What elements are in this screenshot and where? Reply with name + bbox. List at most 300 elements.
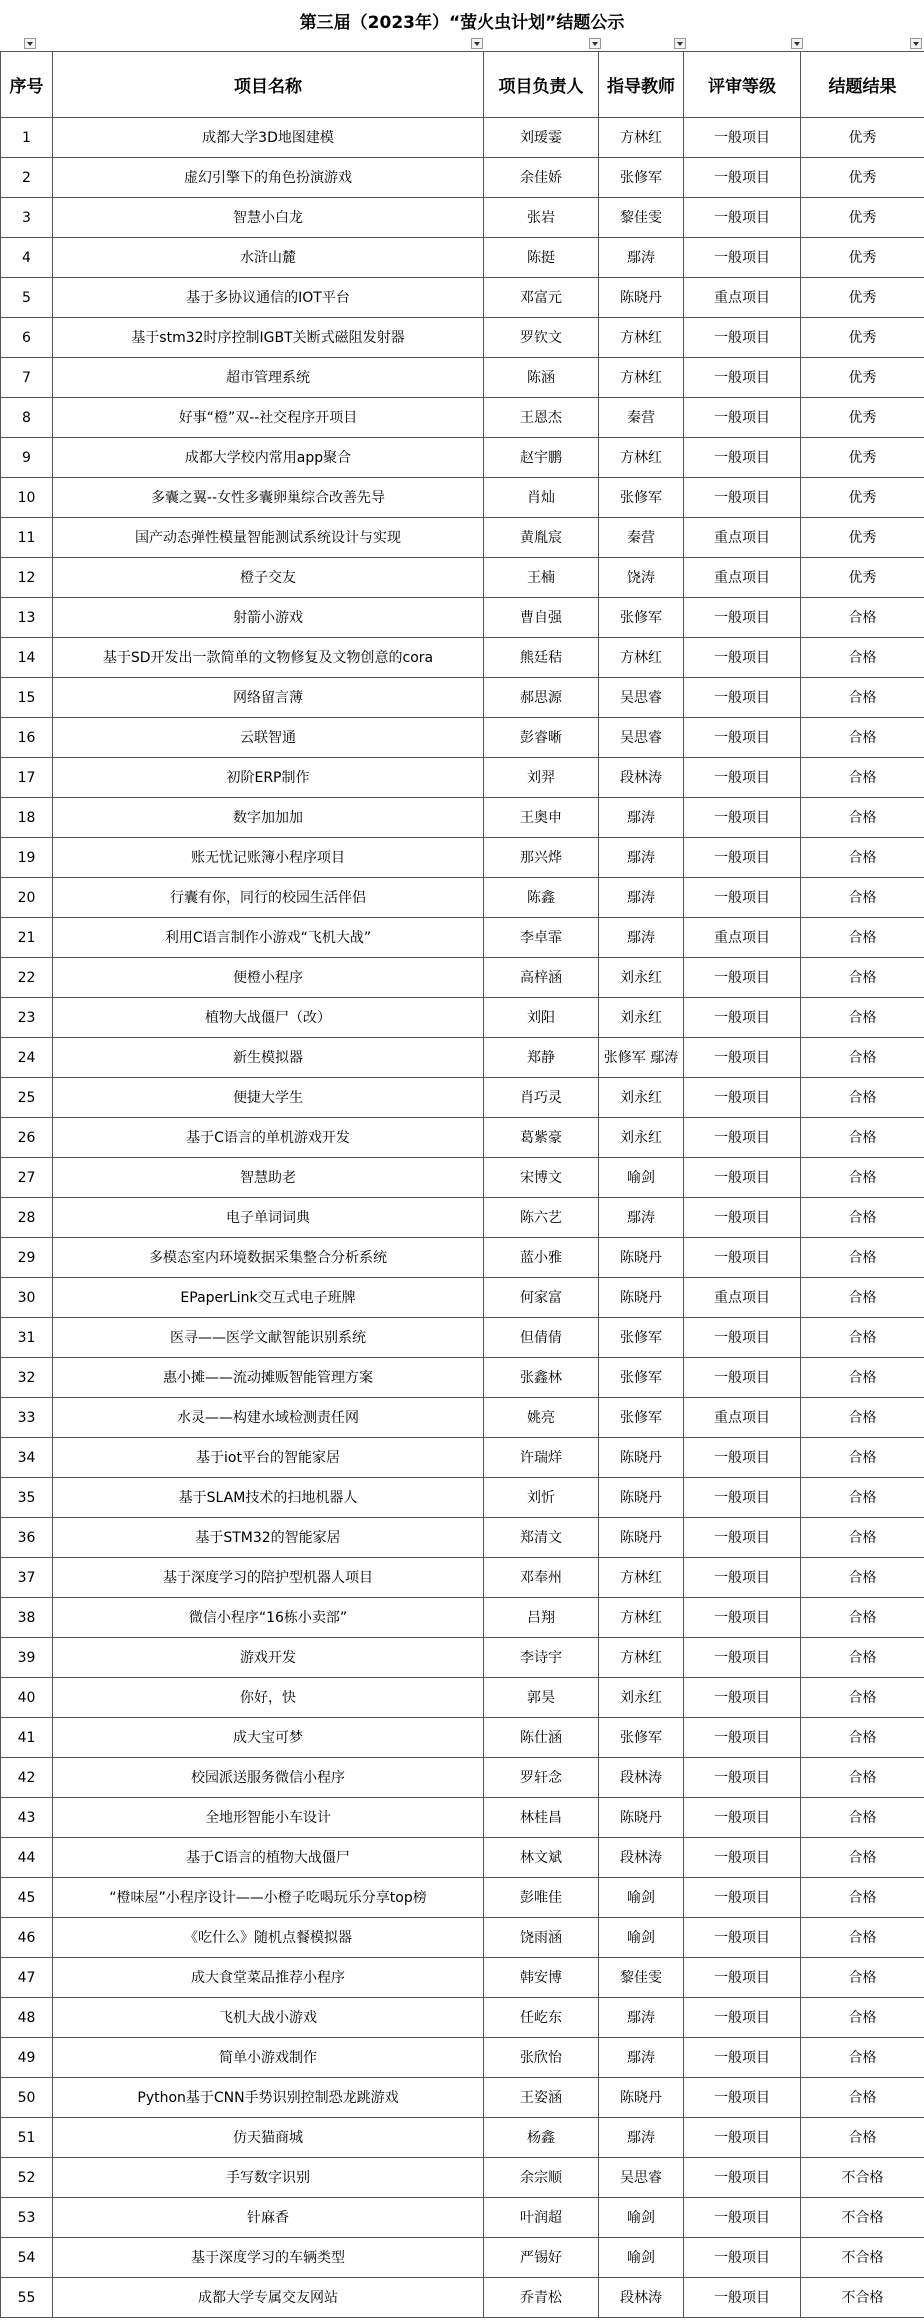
cell-leader[interactable]: 饶雨涵 xyxy=(484,1918,599,1958)
cell-result[interactable]: 合格 xyxy=(801,1198,924,1238)
cell-review-level[interactable]: 一般项目 xyxy=(684,1638,801,1678)
cell-index[interactable]: 30 xyxy=(1,1278,53,1318)
cell-review-level[interactable]: 一般项目 xyxy=(684,998,801,1038)
cell-project-name[interactable]: 利用C语言制作小游戏“飞机大战” xyxy=(53,918,484,958)
cell-result[interactable]: 合格 xyxy=(801,1798,924,1838)
cell-index[interactable]: 54 xyxy=(1,2238,53,2278)
cell-leader[interactable]: 王楠 xyxy=(484,558,599,598)
cell-advisor[interactable]: 张修军 鄢涛 xyxy=(599,1038,684,1078)
cell-result[interactable]: 合格 xyxy=(801,718,924,758)
cell-result[interactable]: 合格 xyxy=(801,1758,924,1798)
cell-index[interactable]: 52 xyxy=(1,2158,53,2198)
cell-leader[interactable]: 陈涵 xyxy=(484,358,599,398)
cell-project-name[interactable]: 成都大学专属交友网站 xyxy=(53,2278,484,2318)
cell-project-name[interactable]: 水灵——构建水域检测责任网 xyxy=(53,1398,484,1438)
cell-review-level[interactable]: 一般项目 xyxy=(684,838,801,878)
cell-leader[interactable]: 但倩倩 xyxy=(484,1318,599,1358)
cell-review-level[interactable]: 一般项目 xyxy=(684,2238,801,2278)
cell-leader[interactable]: 余宗顺 xyxy=(484,2158,599,2198)
cell-index[interactable]: 31 xyxy=(1,1318,53,1358)
cell-result[interactable]: 优秀 xyxy=(801,118,924,158)
cell-result[interactable]: 合格 xyxy=(801,1958,924,1998)
cell-result[interactable]: 合格 xyxy=(801,1038,924,1078)
cell-project-name[interactable]: 基于多协议通信的IOT平台 xyxy=(53,278,484,318)
cell-project-name[interactable]: 超市管理系统 xyxy=(53,358,484,398)
cell-index[interactable]: 48 xyxy=(1,1998,53,2038)
cell-project-name[interactable]: 手写数字识别 xyxy=(53,2158,484,2198)
cell-advisor[interactable]: 方林红 xyxy=(599,1638,684,1678)
cell-result[interactable]: 优秀 xyxy=(801,358,924,398)
cell-result[interactable]: 合格 xyxy=(801,758,924,798)
cell-advisor[interactable]: 陈晓丹 xyxy=(599,1238,684,1278)
cell-advisor[interactable]: 张修军 xyxy=(599,158,684,198)
cell-index[interactable]: 15 xyxy=(1,678,53,718)
cell-result[interactable]: 合格 xyxy=(801,2038,924,2078)
cell-project-name[interactable]: 便橙小程序 xyxy=(53,958,484,998)
cell-review-level[interactable]: 一般项目 xyxy=(684,718,801,758)
cell-leader[interactable]: 叶润超 xyxy=(484,2198,599,2238)
col-header-leader[interactable]: 项目负责人 xyxy=(484,52,599,118)
cell-project-name[interactable]: 成大食堂菜品推荐小程序 xyxy=(53,1958,484,1998)
cell-index[interactable]: 40 xyxy=(1,1678,53,1718)
cell-index[interactable]: 36 xyxy=(1,1518,53,1558)
cell-index[interactable]: 4 xyxy=(1,238,53,278)
cell-project-name[interactable]: 射箭小游戏 xyxy=(53,598,484,638)
cell-leader[interactable]: 张岩 xyxy=(484,198,599,238)
cell-index[interactable]: 10 xyxy=(1,478,53,518)
cell-index[interactable]: 55 xyxy=(1,2278,53,2318)
cell-project-name[interactable]: 基于iot平台的智能家居 xyxy=(53,1438,484,1478)
cell-index[interactable]: 39 xyxy=(1,1638,53,1678)
cell-project-name[interactable]: 好事“橙”双--社交程序开项目 xyxy=(53,398,484,438)
cell-index[interactable]: 41 xyxy=(1,1718,53,1758)
cell-project-name[interactable]: 成都大学3D地图建模 xyxy=(53,118,484,158)
cell-review-level[interactable]: 一般项目 xyxy=(684,1958,801,1998)
cell-review-level[interactable]: 一般项目 xyxy=(684,2278,801,2318)
cell-index[interactable]: 7 xyxy=(1,358,53,398)
cell-project-name[interactable]: 微信小程序“16栋小卖部” xyxy=(53,1598,484,1638)
cell-index[interactable]: 21 xyxy=(1,918,53,958)
cell-review-level[interactable]: 一般项目 xyxy=(684,1998,801,2038)
cell-project-name[interactable]: 便捷大学生 xyxy=(53,1078,484,1118)
cell-leader[interactable]: 曹自强 xyxy=(484,598,599,638)
cell-leader[interactable]: 刘羿 xyxy=(484,758,599,798)
cell-result[interactable]: 合格 xyxy=(801,1918,924,1958)
cell-advisor[interactable]: 方林红 xyxy=(599,118,684,158)
cell-review-level[interactable]: 一般项目 xyxy=(684,1798,801,1838)
cell-leader[interactable]: 黄胤宸 xyxy=(484,518,599,558)
cell-leader[interactable]: 肖巧灵 xyxy=(484,1078,599,1118)
cell-review-level[interactable]: 一般项目 xyxy=(684,1478,801,1518)
cell-project-name[interactable]: 植物大战僵尸（改） xyxy=(53,998,484,1038)
cell-review-level[interactable]: 重点项目 xyxy=(684,278,801,318)
cell-index[interactable]: 50 xyxy=(1,2078,53,2118)
cell-index[interactable]: 53 xyxy=(1,2198,53,2238)
cell-index[interactable]: 17 xyxy=(1,758,53,798)
cell-leader[interactable]: 郭昊 xyxy=(484,1678,599,1718)
cell-leader[interactable]: 吕翔 xyxy=(484,1598,599,1638)
cell-project-name[interactable]: 你好，快 xyxy=(53,1678,484,1718)
col-header-review-level[interactable]: 评审等级 xyxy=(684,52,801,118)
cell-leader[interactable]: 王奥申 xyxy=(484,798,599,838)
cell-result[interactable]: 合格 xyxy=(801,1398,924,1438)
cell-index[interactable]: 9 xyxy=(1,438,53,478)
cell-review-level[interactable]: 一般项目 xyxy=(684,1318,801,1358)
cell-advisor[interactable]: 方林红 xyxy=(599,1598,684,1638)
cell-leader[interactable]: 陈挺 xyxy=(484,238,599,278)
cell-project-name[interactable]: 针麻香 xyxy=(53,2198,484,2238)
cell-leader[interactable]: 罗钦文 xyxy=(484,318,599,358)
cell-leader[interactable]: 刘阳 xyxy=(484,998,599,1038)
cell-project-name[interactable]: 基于SD开发出一款简单的文物修复及文物创意的cora xyxy=(53,638,484,678)
cell-leader[interactable]: 姚亮 xyxy=(484,1398,599,1438)
cell-leader[interactable]: 严锡好 xyxy=(484,2238,599,2278)
cell-leader[interactable]: 陈仕涵 xyxy=(484,1718,599,1758)
cell-result[interactable]: 合格 xyxy=(801,1158,924,1198)
cell-index[interactable]: 20 xyxy=(1,878,53,918)
cell-leader[interactable]: 林文斌 xyxy=(484,1838,599,1878)
cell-project-name[interactable]: 惠小摊——流动摊贩智能管理方案 xyxy=(53,1358,484,1398)
cell-advisor[interactable]: 刘永红 xyxy=(599,1678,684,1718)
cell-leader[interactable]: 林桂昌 xyxy=(484,1798,599,1838)
cell-advisor[interactable]: 段林涛 xyxy=(599,758,684,798)
cell-index[interactable]: 5 xyxy=(1,278,53,318)
cell-result[interactable]: 合格 xyxy=(801,1238,924,1278)
cell-project-name[interactable]: 飞机大战小游戏 xyxy=(53,1998,484,2038)
cell-result[interactable]: 优秀 xyxy=(801,398,924,438)
cell-result[interactable]: 合格 xyxy=(801,1998,924,2038)
cell-index[interactable]: 43 xyxy=(1,1798,53,1838)
cell-review-level[interactable]: 一般项目 xyxy=(684,1918,801,1958)
cell-result[interactable]: 合格 xyxy=(801,1518,924,1558)
cell-advisor[interactable]: 方林红 xyxy=(599,318,684,358)
cell-review-level[interactable]: 一般项目 xyxy=(684,318,801,358)
cell-project-name[interactable]: 医寻——医学文献智能识别系统 xyxy=(53,1318,484,1358)
cell-project-name[interactable]: 水浒山麓 xyxy=(53,238,484,278)
cell-leader[interactable]: 蓝小雅 xyxy=(484,1238,599,1278)
cell-leader[interactable]: 那兴烨 xyxy=(484,838,599,878)
cell-project-name[interactable]: 成大宝可梦 xyxy=(53,1718,484,1758)
cell-leader[interactable]: 李诗宇 xyxy=(484,1638,599,1678)
cell-review-level[interactable]: 一般项目 xyxy=(684,958,801,998)
cell-leader[interactable]: 许瑞烊 xyxy=(484,1438,599,1478)
cell-result[interactable]: 合格 xyxy=(801,1478,924,1518)
cell-leader[interactable]: 邓奉州 xyxy=(484,1558,599,1598)
cell-review-level[interactable]: 重点项目 xyxy=(684,558,801,598)
cell-review-level[interactable]: 一般项目 xyxy=(684,118,801,158)
cell-result[interactable]: 合格 xyxy=(801,678,924,718)
cell-review-level[interactable]: 一般项目 xyxy=(684,1718,801,1758)
cell-index[interactable]: 29 xyxy=(1,1238,53,1278)
cell-result[interactable]: 合格 xyxy=(801,1598,924,1638)
col-header-result[interactable]: 结题结果 xyxy=(801,52,924,118)
cell-advisor[interactable]: 陈晓丹 xyxy=(599,1278,684,1318)
cell-result[interactable]: 合格 xyxy=(801,2078,924,2118)
cell-review-level[interactable]: 一般项目 xyxy=(684,2038,801,2078)
cell-advisor[interactable]: 刘永红 xyxy=(599,998,684,1038)
cell-advisor[interactable]: 刘永红 xyxy=(599,958,684,998)
cell-project-name[interactable]: 基于C语言的单机游戏开发 xyxy=(53,1118,484,1158)
cell-result[interactable]: 优秀 xyxy=(801,518,924,558)
cell-leader[interactable]: 彭唯佳 xyxy=(484,1878,599,1918)
cell-index[interactable]: 35 xyxy=(1,1478,53,1518)
cell-result[interactable]: 优秀 xyxy=(801,158,924,198)
cell-review-level[interactable]: 一般项目 xyxy=(684,478,801,518)
cell-project-name[interactable]: Python基于CNN手势识别控制恐龙跳游戏 xyxy=(53,2078,484,2118)
cell-review-level[interactable]: 一般项目 xyxy=(684,158,801,198)
cell-advisor[interactable]: 陈晓丹 xyxy=(599,1438,684,1478)
cell-leader[interactable]: 彭睿晰 xyxy=(484,718,599,758)
cell-review-level[interactable]: 一般项目 xyxy=(684,2078,801,2118)
cell-result[interactable]: 优秀 xyxy=(801,318,924,358)
cell-index[interactable]: 18 xyxy=(1,798,53,838)
cell-leader[interactable]: 王恩杰 xyxy=(484,398,599,438)
cell-leader[interactable]: 李卓霏 xyxy=(484,918,599,958)
cell-review-level[interactable]: 一般项目 xyxy=(684,1158,801,1198)
cell-index[interactable]: 12 xyxy=(1,558,53,598)
cell-advisor[interactable]: 喻剑 xyxy=(599,1918,684,1958)
filter-dropdown-icon[interactable] xyxy=(910,38,922,49)
cell-project-name[interactable]: EPaperLink交互式电子班牌 xyxy=(53,1278,484,1318)
cell-result[interactable]: 合格 xyxy=(801,1678,924,1718)
cell-index[interactable]: 28 xyxy=(1,1198,53,1238)
cell-review-level[interactable]: 一般项目 xyxy=(684,1438,801,1478)
cell-leader[interactable]: 张欣怡 xyxy=(484,2038,599,2078)
cell-leader[interactable]: 杨鑫 xyxy=(484,2118,599,2158)
cell-result[interactable]: 合格 xyxy=(801,838,924,878)
cell-review-level[interactable]: 重点项目 xyxy=(684,918,801,958)
cell-project-name[interactable]: 智慧小白龙 xyxy=(53,198,484,238)
cell-result[interactable]: 合格 xyxy=(801,1278,924,1318)
cell-advisor[interactable]: 张修军 xyxy=(599,1318,684,1358)
filter-dropdown-icon[interactable] xyxy=(471,38,483,49)
cell-advisor[interactable]: 喻剑 xyxy=(599,1158,684,1198)
cell-project-name[interactable]: 电子单词词典 xyxy=(53,1198,484,1238)
cell-review-level[interactable]: 一般项目 xyxy=(684,1358,801,1398)
cell-leader[interactable]: 赵宇鹏 xyxy=(484,438,599,478)
cell-advisor[interactable]: 陈晓丹 xyxy=(599,278,684,318)
cell-leader[interactable]: 王姿涵 xyxy=(484,2078,599,2118)
cell-index[interactable]: 14 xyxy=(1,638,53,678)
cell-advisor[interactable]: 鄢涛 xyxy=(599,238,684,278)
cell-result[interactable]: 优秀 xyxy=(801,438,924,478)
cell-project-name[interactable]: 网络留言薄 xyxy=(53,678,484,718)
cell-leader[interactable]: 张鑫林 xyxy=(484,1358,599,1398)
cell-index[interactable]: 32 xyxy=(1,1358,53,1398)
cell-review-level[interactable]: 一般项目 xyxy=(684,1838,801,1878)
cell-advisor[interactable]: 鄢涛 xyxy=(599,798,684,838)
cell-index[interactable]: 26 xyxy=(1,1118,53,1158)
cell-advisor[interactable]: 段林涛 xyxy=(599,2278,684,2318)
cell-review-level[interactable]: 重点项目 xyxy=(684,1278,801,1318)
cell-index[interactable]: 2 xyxy=(1,158,53,198)
cell-advisor[interactable]: 黎佳雯 xyxy=(599,1958,684,1998)
cell-index[interactable]: 37 xyxy=(1,1558,53,1598)
cell-leader[interactable]: 乔青松 xyxy=(484,2278,599,2318)
cell-result[interactable]: 优秀 xyxy=(801,558,924,598)
cell-review-level[interactable]: 一般项目 xyxy=(684,1078,801,1118)
cell-index[interactable]: 3 xyxy=(1,198,53,238)
cell-index[interactable]: 38 xyxy=(1,1598,53,1638)
cell-result[interactable]: 合格 xyxy=(801,1838,924,1878)
cell-index[interactable]: 45 xyxy=(1,1878,53,1918)
cell-project-name[interactable]: 云联智通 xyxy=(53,718,484,758)
cell-leader[interactable]: 任屹东 xyxy=(484,1998,599,2038)
cell-project-name[interactable]: 虚幻引擎下的角色扮演游戏 xyxy=(53,158,484,198)
cell-result[interactable]: 合格 xyxy=(801,1078,924,1118)
cell-review-level[interactable]: 一般项目 xyxy=(684,1038,801,1078)
cell-review-level[interactable]: 一般项目 xyxy=(684,1758,801,1798)
cell-result[interactable]: 不合格 xyxy=(801,2238,924,2278)
cell-result[interactable]: 合格 xyxy=(801,1878,924,1918)
cell-advisor[interactable]: 鄢涛 xyxy=(599,2038,684,2078)
cell-advisor[interactable]: 吴思睿 xyxy=(599,718,684,758)
cell-index[interactable]: 47 xyxy=(1,1958,53,1998)
cell-result[interactable]: 合格 xyxy=(801,998,924,1038)
cell-advisor[interactable]: 陈晓丹 xyxy=(599,1518,684,1558)
cell-advisor[interactable]: 饶涛 xyxy=(599,558,684,598)
filter-dropdown-icon[interactable] xyxy=(589,38,601,49)
cell-index[interactable]: 27 xyxy=(1,1158,53,1198)
cell-advisor[interactable]: 吴思睿 xyxy=(599,2158,684,2198)
cell-advisor[interactable]: 秦营 xyxy=(599,518,684,558)
cell-advisor[interactable]: 秦营 xyxy=(599,398,684,438)
cell-advisor[interactable]: 鄢涛 xyxy=(599,838,684,878)
cell-leader[interactable]: 罗轩念 xyxy=(484,1758,599,1798)
cell-result[interactable]: 合格 xyxy=(801,1638,924,1678)
cell-advisor[interactable]: 喻剑 xyxy=(599,1878,684,1918)
cell-result[interactable]: 合格 xyxy=(801,878,924,918)
col-header-project-name[interactable]: 项目名称 xyxy=(53,52,484,118)
cell-advisor[interactable]: 鄢涛 xyxy=(599,1998,684,2038)
cell-project-name[interactable]: 基于stm32时序控制IGBT关断式磁阻发射器 xyxy=(53,318,484,358)
col-header-index[interactable]: 序号 xyxy=(1,52,53,118)
cell-review-level[interactable]: 一般项目 xyxy=(684,598,801,638)
cell-index[interactable]: 51 xyxy=(1,2118,53,2158)
cell-project-name[interactable]: 橙子交友 xyxy=(53,558,484,598)
cell-advisor[interactable]: 刘永红 xyxy=(599,1078,684,1118)
filter-dropdown-icon[interactable] xyxy=(791,38,803,49)
cell-review-level[interactable]: 一般项目 xyxy=(684,678,801,718)
cell-result[interactable]: 优秀 xyxy=(801,198,924,238)
cell-advisor[interactable]: 喻剑 xyxy=(599,2198,684,2238)
cell-review-level[interactable]: 一般项目 xyxy=(684,198,801,238)
cell-result[interactable]: 优秀 xyxy=(801,278,924,318)
cell-leader[interactable]: 熊廷秸 xyxy=(484,638,599,678)
cell-project-name[interactable]: 数字加加加 xyxy=(53,798,484,838)
cell-index[interactable]: 13 xyxy=(1,598,53,638)
cell-advisor[interactable]: 方林红 xyxy=(599,438,684,478)
cell-advisor[interactable]: 张修军 xyxy=(599,598,684,638)
cell-advisor[interactable]: 段林涛 xyxy=(599,1838,684,1878)
cell-leader[interactable]: 郝思源 xyxy=(484,678,599,718)
cell-project-name[interactable]: 基于SLAM技术的扫地机器人 xyxy=(53,1478,484,1518)
cell-advisor[interactable]: 鄢涛 xyxy=(599,918,684,958)
cell-review-level[interactable]: 一般项目 xyxy=(684,1518,801,1558)
cell-project-name[interactable]: 行囊有你，同行的校园生活伴侣 xyxy=(53,878,484,918)
cell-review-level[interactable]: 一般项目 xyxy=(684,438,801,478)
cell-advisor[interactable]: 陈晓丹 xyxy=(599,2078,684,2118)
cell-review-level[interactable]: 一般项目 xyxy=(684,1678,801,1718)
cell-review-level[interactable]: 一般项目 xyxy=(684,398,801,438)
cell-index[interactable]: 23 xyxy=(1,998,53,1038)
cell-leader[interactable]: 郑清文 xyxy=(484,1518,599,1558)
cell-review-level[interactable]: 一般项目 xyxy=(684,2118,801,2158)
cell-result[interactable]: 合格 xyxy=(801,1438,924,1478)
cell-index[interactable]: 34 xyxy=(1,1438,53,1478)
cell-result[interactable]: 合格 xyxy=(801,638,924,678)
cell-project-name[interactable]: 校园派送服务微信小程序 xyxy=(53,1758,484,1798)
cell-index[interactable]: 6 xyxy=(1,318,53,358)
cell-project-name[interactable]: 多囊之翼--女性多囊卵巢综合改善先导 xyxy=(53,478,484,518)
cell-project-name[interactable]: 简单小游戏制作 xyxy=(53,2038,484,2078)
cell-project-name[interactable]: 成都大学校内常用app聚合 xyxy=(53,438,484,478)
cell-result[interactable]: 合格 xyxy=(801,1318,924,1358)
cell-index[interactable]: 1 xyxy=(1,118,53,158)
cell-result[interactable]: 合格 xyxy=(801,1558,924,1598)
cell-index[interactable]: 33 xyxy=(1,1398,53,1438)
cell-result[interactable]: 合格 xyxy=(801,798,924,838)
cell-review-level[interactable]: 一般项目 xyxy=(684,1198,801,1238)
cell-advisor[interactable]: 方林红 xyxy=(599,638,684,678)
cell-advisor[interactable]: 鄢涛 xyxy=(599,878,684,918)
cell-project-name[interactable]: 基于C语言的植物大战僵尸 xyxy=(53,1838,484,1878)
col-header-advisor[interactable]: 指导教师 xyxy=(599,52,684,118)
cell-project-name[interactable]: 智慧助老 xyxy=(53,1158,484,1198)
cell-leader[interactable]: 宋博文 xyxy=(484,1158,599,1198)
cell-advisor[interactable]: 喻剑 xyxy=(599,2238,684,2278)
cell-index[interactable]: 16 xyxy=(1,718,53,758)
cell-project-name[interactable]: 基于STM32的智能家居 xyxy=(53,1518,484,1558)
cell-index[interactable]: 24 xyxy=(1,1038,53,1078)
cell-project-name[interactable]: 初阶ERP制作 xyxy=(53,758,484,798)
cell-index[interactable]: 42 xyxy=(1,1758,53,1798)
cell-project-name[interactable]: 基于深度学习的陪护型机器人项目 xyxy=(53,1558,484,1598)
cell-leader[interactable]: 肖灿 xyxy=(484,478,599,518)
cell-advisor[interactable]: 张修军 xyxy=(599,1398,684,1438)
cell-project-name[interactable]: 全地形智能小车设计 xyxy=(53,1798,484,1838)
cell-advisor[interactable]: 刘永红 xyxy=(599,1118,684,1158)
cell-review-level[interactable]: 一般项目 xyxy=(684,2198,801,2238)
cell-review-level[interactable]: 一般项目 xyxy=(684,1558,801,1598)
cell-review-level[interactable]: 一般项目 xyxy=(684,2158,801,2198)
cell-advisor[interactable]: 张修军 xyxy=(599,1358,684,1398)
cell-index[interactable]: 49 xyxy=(1,2038,53,2078)
cell-project-name[interactable]: “橙味屋”小程序设计——小橙子吃喝玩乐分享top榜 xyxy=(53,1878,484,1918)
cell-review-level[interactable]: 一般项目 xyxy=(684,1878,801,1918)
cell-leader[interactable]: 葛紫豪 xyxy=(484,1118,599,1158)
cell-leader[interactable]: 高梓涵 xyxy=(484,958,599,998)
cell-leader[interactable]: 余佳娇 xyxy=(484,158,599,198)
cell-advisor[interactable]: 陈晓丹 xyxy=(599,1798,684,1838)
cell-index[interactable]: 8 xyxy=(1,398,53,438)
cell-project-name[interactable]: 新生模拟器 xyxy=(53,1038,484,1078)
cell-project-name[interactable]: 《吃什么》随机点餐模拟器 xyxy=(53,1918,484,1958)
cell-result[interactable]: 合格 xyxy=(801,1118,924,1158)
cell-advisor[interactable]: 吴思睿 xyxy=(599,678,684,718)
cell-result[interactable]: 不合格 xyxy=(801,2158,924,2198)
cell-leader[interactable]: 刘瑷霎 xyxy=(484,118,599,158)
filter-dropdown-icon[interactable] xyxy=(674,38,686,49)
cell-result[interactable]: 不合格 xyxy=(801,2278,924,2318)
cell-result[interactable]: 不合格 xyxy=(801,2198,924,2238)
cell-leader[interactable]: 刘忻 xyxy=(484,1478,599,1518)
cell-leader[interactable]: 邓富元 xyxy=(484,278,599,318)
cell-index[interactable]: 25 xyxy=(1,1078,53,1118)
cell-advisor[interactable]: 段林涛 xyxy=(599,1758,684,1798)
cell-advisor[interactable]: 陈晓丹 xyxy=(599,1478,684,1518)
filter-dropdown-icon[interactable] xyxy=(24,38,36,49)
